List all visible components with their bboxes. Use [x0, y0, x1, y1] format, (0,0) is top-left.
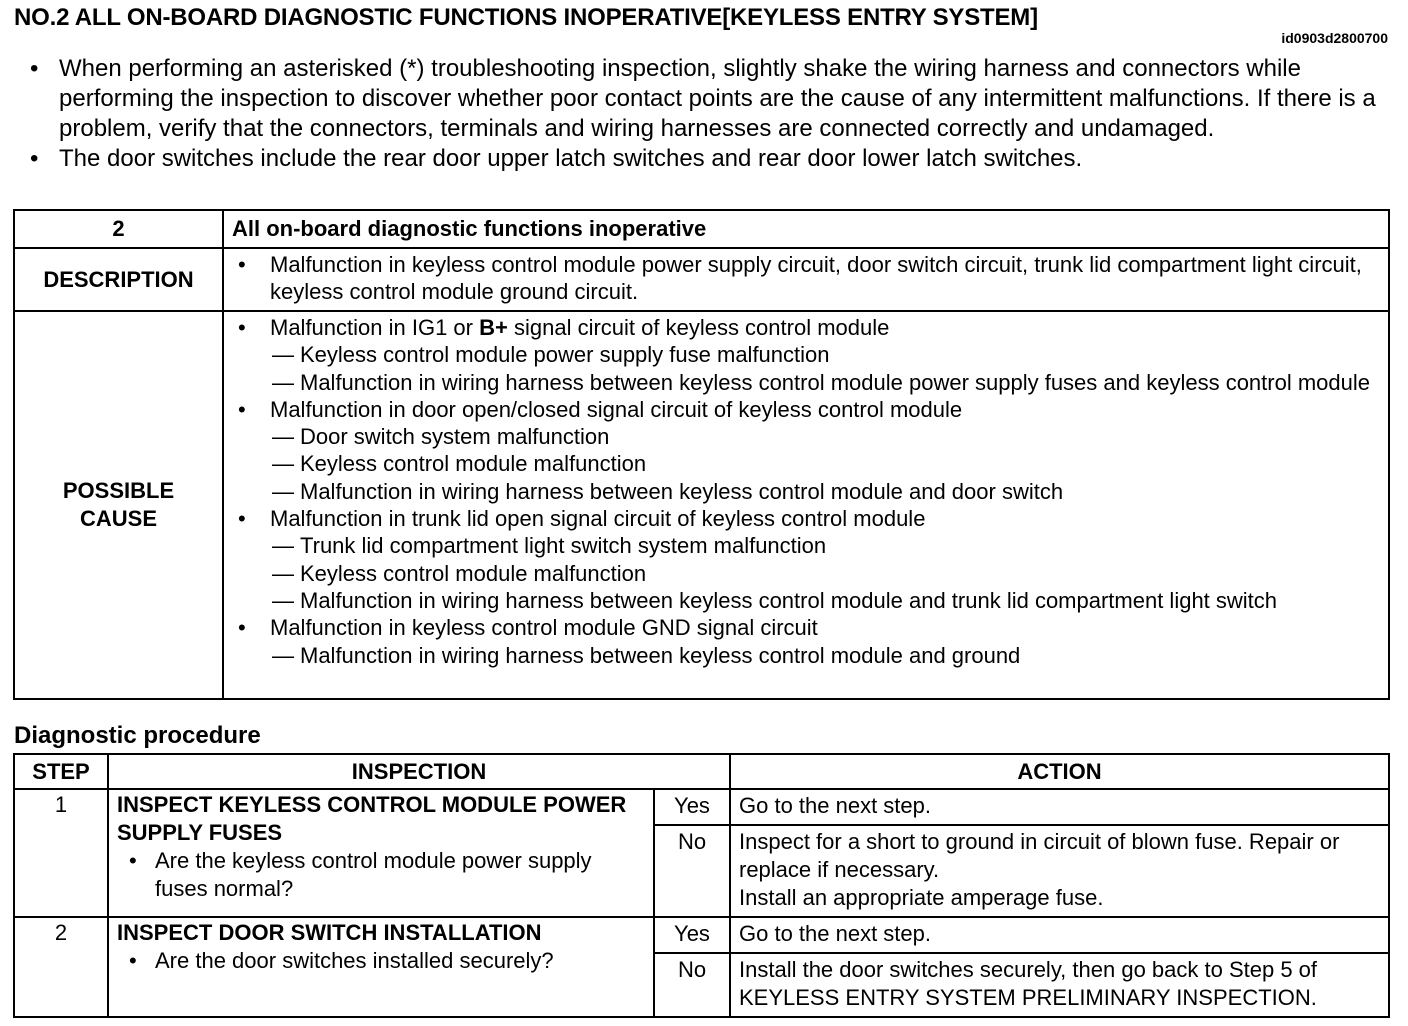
column-header-action: ACTION [730, 754, 1389, 789]
possible-cause-row [14, 311, 1389, 699]
cause-text-part: Malfunction in IG1 or [270, 315, 480, 340]
cause-item [238, 314, 1382, 341]
summary-header-row [14, 210, 1389, 248]
cause-subitem [238, 341, 1382, 368]
bullet-icon: • [30, 55, 39, 82]
dash-icon: — [272, 587, 294, 613]
bullet-icon: • [238, 506, 246, 532]
dtc-code: 2 [14, 210, 223, 248]
description-row [14, 248, 1389, 311]
cause-subitem [238, 587, 1382, 614]
description-label: DESCRIPTION [14, 248, 223, 311]
cause-subitem-text: Door switch system malfunction [300, 424, 610, 450]
cause-subitem [238, 560, 1382, 587]
dash-icon: — [272, 342, 294, 368]
cause-subitem [238, 450, 1382, 477]
cause-subitem-text: Keyless control module malfunction [300, 560, 647, 586]
page-title: NO.2 ALL ON-BOARD DIAGNOSTIC FUNCTIONS INOPERATIVE[KEYLESS ENTRY SYSTEM] [14, 4, 1038, 31]
document-id: id0903d2800700 [1281, 30, 1388, 46]
dash-icon: — [272, 369, 294, 395]
cause-item [238, 614, 1382, 641]
no-action [730, 825, 1389, 917]
step-number: 2 [14, 917, 108, 1017]
cause-subitem [238, 478, 1382, 505]
bullet-icon: • [238, 315, 246, 340]
possible-cause-content [223, 311, 1389, 699]
no-label: No [654, 825, 730, 917]
yes-action: Go to the next step. [730, 789, 1389, 825]
cause-text-part: signal circuit of keyless control module [507, 315, 890, 340]
cause-item [238, 505, 1382, 532]
yes-label: Yes [654, 789, 730, 825]
dash-icon: — [272, 424, 294, 450]
bullet-icon: • [129, 848, 137, 873]
dash-icon: — [272, 451, 294, 477]
column-header-step: STEP [14, 754, 108, 789]
procedure-heading: Diagnostic procedure [14, 722, 261, 749]
yes-action: Go to the next step. [730, 917, 1389, 953]
inspection-cell [108, 917, 654, 1017]
cause-text-bold: B+ [479, 315, 508, 340]
inspection-question [117, 947, 647, 975]
cause-subitem [238, 642, 1382, 669]
note-text: The door switches include the rear door upper latch switches and rear door lower latch switches. [59, 145, 1083, 172]
yes-label: Yes [654, 917, 730, 953]
inspection-cell [108, 789, 654, 917]
no-action-text: Inspect for a short to ground in circuit of blown fuse. Repair or replace if necessary. [739, 829, 1340, 882]
cause-subitem-text: Malfunction in wiring harness between keyless control module and ground [300, 642, 1021, 668]
no-label: No [654, 953, 730, 1017]
dash-icon: — [272, 642, 294, 668]
cause-text: Malfunction in trunk lid open signal circuit of keyless control module [270, 506, 926, 532]
description-item [238, 251, 1382, 306]
bullet-icon: • [238, 615, 246, 641]
description-content [223, 248, 1389, 311]
step-number: 1 [14, 789, 108, 917]
dtc-heading: All on-board diagnostic functions inoperative [223, 210, 1389, 248]
no-action [730, 953, 1389, 1017]
dash-icon: — [272, 533, 294, 559]
cause-subitem-text: Keyless control module malfunction [300, 451, 647, 477]
inspection-question-text: Are the keyless control module power supply fuses normal? [155, 848, 592, 901]
cause-subitem-text: Malfunction in wiring harness between keyless control module power supply fuses and keyless control module [300, 369, 1370, 395]
possible-cause-label-line2: CAUSE [79, 506, 157, 531]
inspection-question-text: Are the door switches installed securely? [155, 948, 554, 973]
cause-subitem [238, 532, 1382, 559]
inspection-title: INSPECT KEYLESS CONTROL MODULE POWER SUPPLY FUSES [117, 792, 627, 845]
note-text: When performing an asterisked (*) troubleshooting inspection, slightly shake the wiring harness and connectors while performing the inspection to discover whether poor contact points are the cause of any intermittent malfunctions. If there is a problem, verify that the connectors, terminals and wiring harnesses are connected correctly and undamaged. [59, 55, 1376, 142]
summary-table [13, 209, 1390, 700]
cause-subitem-text: Malfunction in wiring harness between keyless control module and door switch [300, 478, 1064, 504]
possible-cause-label-line1: POSSIBLE [62, 478, 175, 503]
procedure-table [13, 753, 1390, 1018]
bullet-icon: • [238, 396, 246, 422]
note-item [30, 54, 1390, 144]
notes-list [30, 54, 1390, 174]
note-item [30, 144, 1390, 174]
inspection-question [117, 847, 647, 903]
procedure-header-row [14, 754, 1389, 789]
bullet-icon: • [129, 948, 137, 973]
bullet-icon: • [30, 145, 39, 172]
no-action-text: Install an appropriate amperage fuse. [739, 885, 1104, 910]
cause-text: Malfunction in keyless control module GND signal circuit [270, 615, 818, 641]
cause-text: Malfunction in door open/closed signal circuit of keyless control module [270, 396, 963, 422]
inspection-title: INSPECT DOOR SWITCH INSTALLATION [117, 920, 542, 945]
possible-cause-label [14, 311, 223, 699]
dash-icon: — [272, 560, 294, 586]
description-text: Malfunction in keyless control module power supply circuit, door switch circuit, trunk lid compartment light circuit, keyless control module ground circuit. [270, 252, 1362, 305]
cause-subitem-text: Malfunction in wiring harness between keyless control module and trunk lid compartment light switch [300, 587, 1278, 613]
step-row [14, 789, 1389, 825]
cause-item [238, 396, 1382, 423]
column-header-inspection: INSPECTION [108, 754, 730, 789]
cause-subitem-text: Trunk lid compartment light switch system malfunction [300, 533, 827, 559]
cause-subitem-text: Keyless control module power supply fuse malfunction [300, 342, 830, 368]
cause-subitem [238, 369, 1382, 396]
no-action-text: Install the door switches securely, then go back to Step 5 of KEYLESS ENTRY SYSTEM PRELIMINARY INSPECTION. [739, 957, 1318, 1010]
cause-subitem [238, 423, 1382, 450]
bullet-icon: • [238, 252, 246, 277]
dash-icon: — [272, 478, 294, 504]
step-row [14, 917, 1389, 953]
